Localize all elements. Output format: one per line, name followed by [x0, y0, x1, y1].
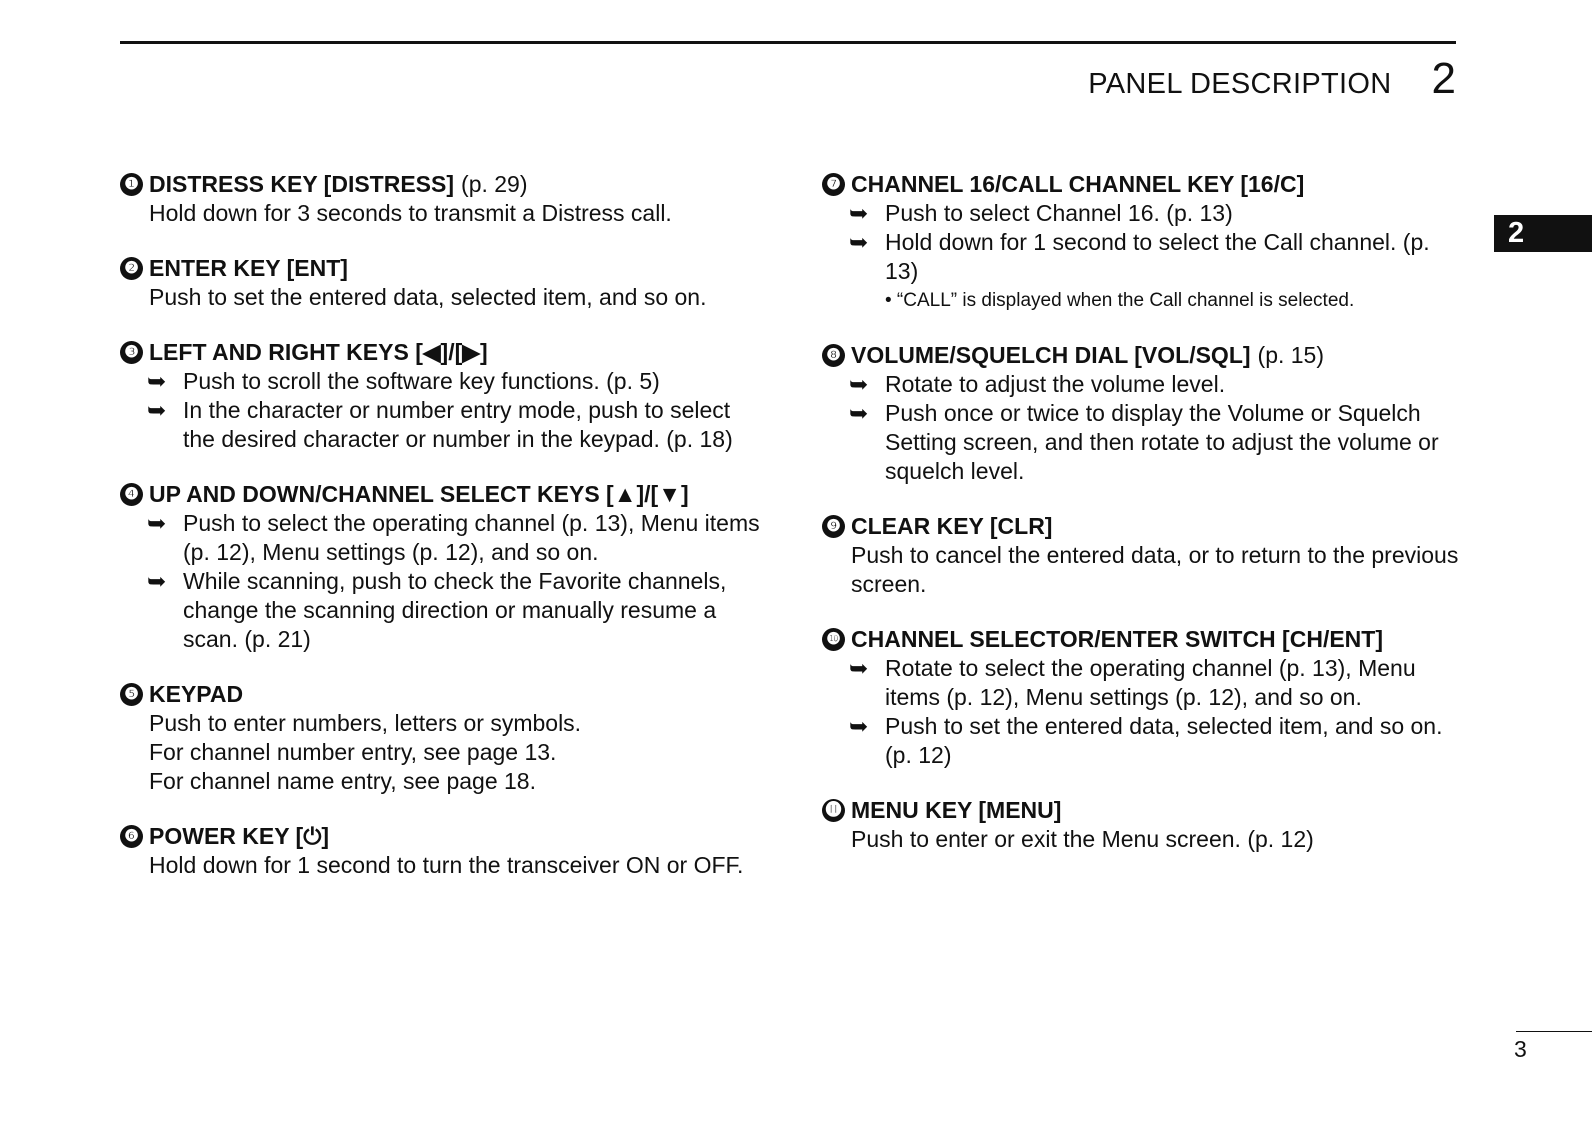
page-header	[1088, 54, 1456, 104]
bullet: ➥ Push to scroll the software key functions. (p. 5)	[147, 368, 660, 394]
item-menu-key	[822, 796, 1462, 854]
section-title: PANEL DESCRIPTION	[1088, 68, 1392, 100]
arrow-icon: ➥	[849, 713, 869, 739]
arrow-icon: ➥	[849, 200, 869, 226]
item-ref: (p. 29)	[461, 171, 528, 197]
arrow-icon: ➥	[849, 655, 869, 681]
bullet: ➥ Push to select the operating channel (p. 13), Menu items (p. 12), Menu settings (p. 12), and so on.	[147, 510, 760, 565]
bullet: ➥ Push to set the entered data, selected item, and so on. (p. 12)	[849, 713, 1443, 768]
item-text: Push to cancel the entered data, or to return to the previous screen.	[851, 542, 1459, 597]
item-number: ❽	[822, 344, 845, 367]
item-number: ❹	[120, 483, 143, 506]
arrow-icon: ➥	[849, 229, 869, 255]
bullet: ➥ Hold down for 1 second to select the Call channel. (p. 13)	[849, 229, 1430, 284]
item-number: ❺	[120, 683, 143, 706]
item-title: CLEAR KEY [CLR]	[851, 513, 1053, 539]
item-text: For channel name entry, see page 18.	[149, 768, 536, 794]
item-title: KEYPAD	[149, 681, 244, 707]
left-column	[120, 170, 760, 906]
item-title: ENTER KEY [ENT]	[149, 255, 348, 281]
item-text: Push to set the entered data, selected item, and so on.	[149, 284, 707, 310]
item-title: LEFT AND RIGHT KEYS [◀]/[▶]	[149, 339, 488, 365]
item-text: Hold down for 1 second to turn the transceiver ON or OFF.	[149, 852, 744, 878]
item-distress-key	[120, 170, 760, 228]
item-enter-key	[120, 254, 760, 312]
bullet: ➥ Push once or twice to display the Volume or Squelch Setting screen, and then rotate to adjust the volume or squelch level.	[849, 400, 1439, 484]
arrow-icon: ➥	[147, 397, 167, 423]
item-text: Hold down for 3 seconds to transmit a Distress call.	[149, 200, 672, 226]
item-number: ❿	[822, 628, 845, 651]
arrow-icon: ➥	[147, 568, 167, 594]
item-channel-selector	[822, 625, 1462, 770]
item-volume-dial	[822, 341, 1462, 486]
item-title: VOLUME/SQUELCH DIAL [VOL/SQL]	[851, 342, 1251, 368]
footer-rule	[1516, 1031, 1592, 1032]
page-number: 3	[1514, 1036, 1527, 1062]
item-number: ❷	[120, 257, 143, 280]
item-up-down-keys	[120, 480, 760, 654]
item-text: Push to enter or exit the Menu screen. (p. 12)	[851, 826, 1314, 852]
arrow-icon: ➥	[849, 371, 869, 397]
item-number: ❸	[120, 341, 143, 364]
arrow-icon: ➥	[147, 368, 167, 394]
item-note: • “CALL” is displayed when the Call channel is selected.	[885, 290, 1355, 311]
arrow-icon: ➥	[147, 510, 167, 536]
item-number: ❶	[120, 173, 143, 196]
item-number: ⓫	[822, 799, 845, 822]
chapter-tab: 2	[1494, 215, 1592, 252]
item-title: UP AND DOWN/CHANNEL SELECT KEYS [▲]/[▼]	[149, 481, 689, 507]
item-title: CHANNEL 16/CALL CHANNEL KEY [16/C]	[851, 171, 1305, 197]
arrow-icon: ➥	[849, 400, 869, 426]
item-title: MENU KEY [MENU]	[851, 797, 1062, 823]
item-channel16-key	[822, 170, 1462, 315]
item-title: POWER KEY [⏻]	[149, 823, 330, 849]
item-keypad	[120, 680, 760, 796]
item-number: ❻	[120, 825, 143, 848]
bullet: ➥ While scanning, push to check the Favorite channels, change the scanning direction or manually resume a scan. (p. 21)	[147, 568, 727, 652]
item-left-right-keys	[120, 338, 760, 454]
item-ref: (p. 15)	[1257, 342, 1325, 368]
top-rule	[120, 41, 1456, 44]
item-title: CHANNEL SELECTOR/ENTER SWITCH [CH/ENT]	[851, 626, 1383, 652]
item-title: DISTRESS KEY [DISTRESS]	[149, 171, 455, 197]
bullet: ➥ Rotate to adjust the volume level.	[849, 371, 1226, 397]
bullet: ➥ Push to select Channel 16. (p. 13)	[849, 200, 1233, 226]
chapter-number: 2	[1431, 54, 1456, 103]
item-number: ❼	[822, 173, 845, 196]
bullet: ➥ In the character or number entry mode, push to select the desired character or number in the keypad. (p. 18)	[147, 397, 733, 452]
item-number: ❾	[822, 515, 845, 538]
item-text: For channel number entry, see page 13.	[149, 739, 557, 765]
item-power-key	[120, 822, 760, 880]
item-text: Push to enter numbers, letters or symbols.	[149, 710, 582, 736]
bullet: ➥ Rotate to select the operating channel (p. 13), Menu items (p. 12), Menu settings (p. 12), and so on.	[849, 655, 1416, 710]
item-clear-key	[822, 512, 1462, 599]
right-column	[822, 170, 1462, 880]
